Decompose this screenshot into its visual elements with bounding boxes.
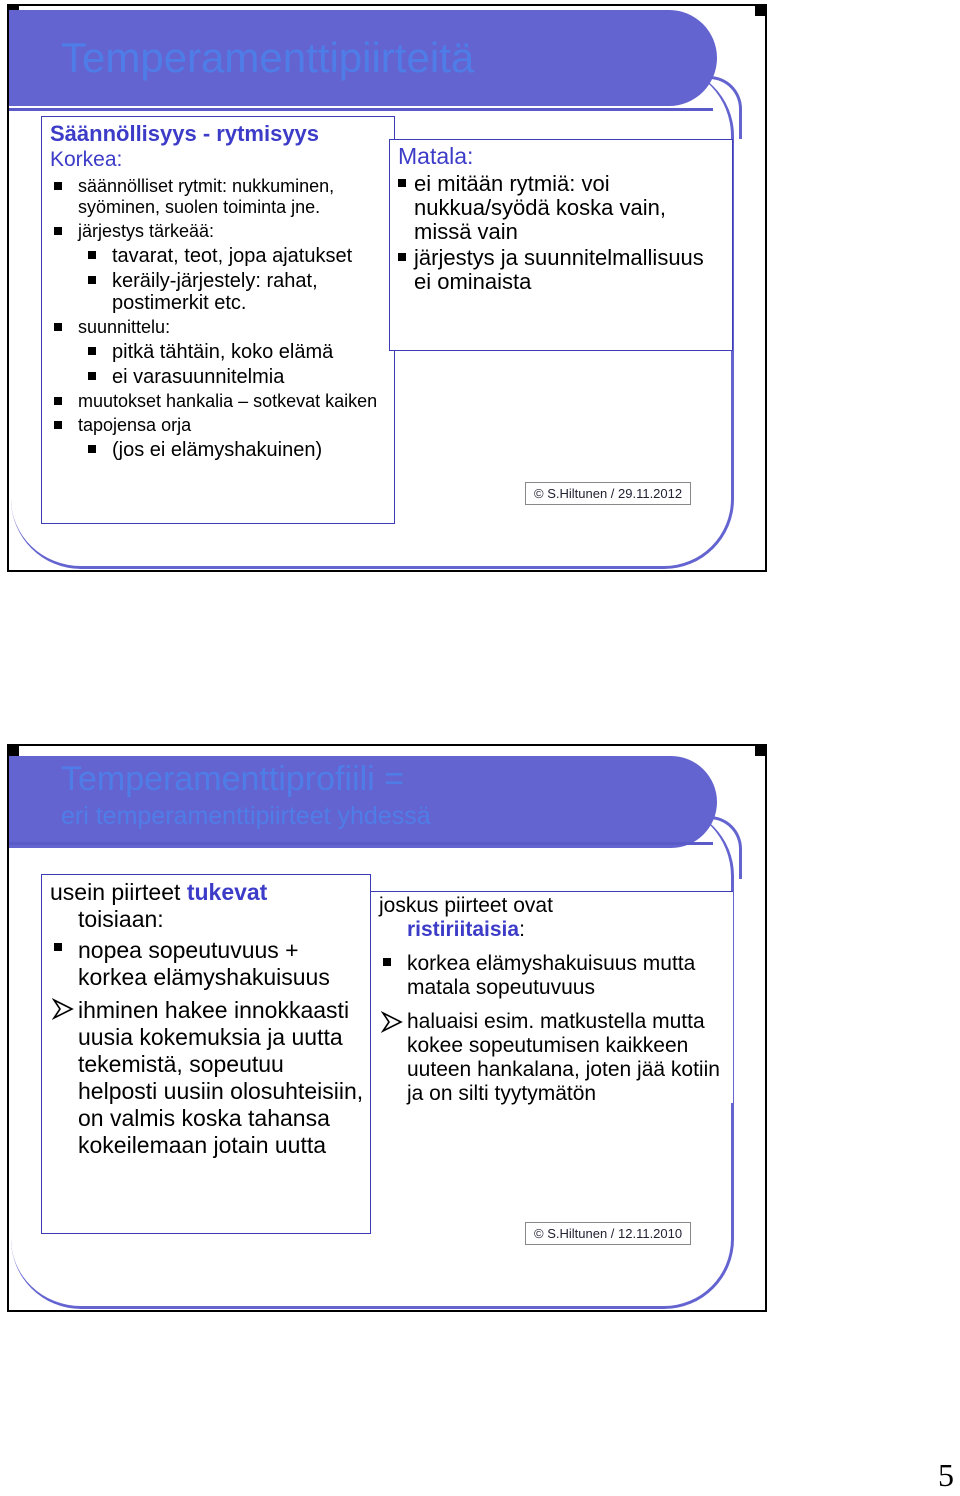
list-item-arrow: ihminen hakee innokkaasti uusia kokemuksia ja uutta tekemistä, sopeutuu helposti uusiin olosuhteisiin, on valmis koska tahansa kokeilemaan jotain uutta xyxy=(50,997,364,1159)
decorative-frame xyxy=(709,76,742,139)
box-heading: Matala: xyxy=(398,143,474,169)
list-item-arrow: haluaisi esim. matkustella mutta kokee sopeutumisen kaikkeen uuteen hankalana, joten jää kotiin ja on silti tyytymätön xyxy=(379,1010,727,1106)
emphasis-word: ristiriitaisia xyxy=(407,918,520,941)
bullet-list xyxy=(50,176,388,461)
title-underline xyxy=(9,108,713,111)
box-intro: joskus piirteet ovat xyxy=(379,894,553,917)
bullet-list xyxy=(379,952,727,1106)
slide-subtitle: eri temperamenttipiirteet yhdessä xyxy=(61,802,431,830)
slide-temperamenttiprofiili xyxy=(7,744,767,1312)
sub-list-item: tavarat, teot, jopa ajatukset xyxy=(50,245,388,267)
arrow-bullet-icon xyxy=(52,997,74,1027)
sub-list-item: ei varasuunnitelmia xyxy=(50,366,388,388)
list-item: ei mitään rytmiä: voi nukkua/syödä koska vain, missä vain xyxy=(398,172,726,244)
footer-copyright: © S.Hiltunen / 29.11.2012 xyxy=(525,482,691,505)
list-item: säännölliset rytmit: nukkuminen, syöminen, suolen toiminta jne. xyxy=(50,176,388,218)
box-intro-continued: toisiaan: xyxy=(78,906,164,932)
box-intro: usein piirteet tukevat xyxy=(50,879,268,905)
content-box-matala xyxy=(389,139,733,351)
list-item: järjestys ja suunnitelmallisuus ei ominaista xyxy=(398,246,726,294)
corner-marker xyxy=(755,746,765,756)
emphasis-word: tukevat xyxy=(186,879,268,905)
list-item: nopea sopeutuvuus + korkea elämyshakuisuus xyxy=(50,937,364,991)
footer-copyright: © S.Hiltunen / 12.11.2010 xyxy=(525,1222,691,1245)
slide-temperamenttipiirteita xyxy=(7,4,767,572)
box-subheading: Korkea: xyxy=(50,148,123,171)
list-item: tapojensa orja xyxy=(50,415,388,436)
decorative-frame xyxy=(709,816,742,879)
corner-marker xyxy=(9,746,19,756)
sub-list-item: pitkä tähtäin, koko elämä xyxy=(50,341,388,363)
box-intro-continued: ristiriitaisia: xyxy=(407,918,525,941)
corner-marker xyxy=(755,6,765,16)
slide-title: Temperamenttipiirteitä xyxy=(61,34,475,81)
list-item: muutokset hankalia – sotkevat kaiken xyxy=(50,391,388,412)
slide-title: Temperamenttiprofiili = xyxy=(61,760,404,798)
arrow-bullet-icon xyxy=(381,1010,403,1040)
bullet-list xyxy=(398,172,726,294)
sub-list-item: keräily-järjestely: rahat, postimerkit etc. xyxy=(50,270,388,314)
list-item: korkea elämyshakuisuus mutta matala sopeutuvuus xyxy=(379,952,727,1000)
content-box-korkea xyxy=(41,116,395,524)
box-heading: Säännöllisyys - rytmisyys xyxy=(50,121,320,146)
sub-list-item: (jos ei elämyshakuinen) xyxy=(50,439,388,461)
content-box-tukevat xyxy=(41,874,371,1234)
content-box-ristiriitaisia xyxy=(371,891,733,1103)
title-underline xyxy=(9,842,713,845)
page-number: 5 xyxy=(938,1457,954,1493)
list-item: suunnittelu: xyxy=(50,317,388,338)
bullet-list xyxy=(50,937,364,1159)
list-item: järjestys tärkeää: xyxy=(50,221,388,242)
